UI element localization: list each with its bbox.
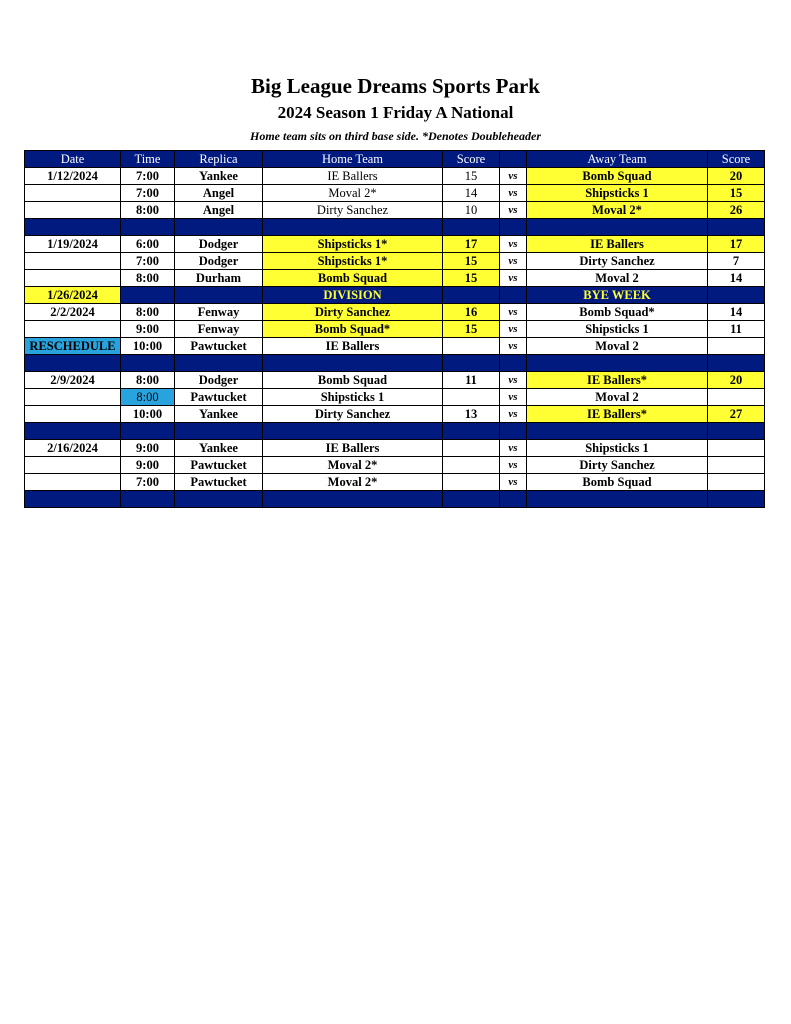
- page-subtitle: 2024 Season 1 Friday A National: [277, 103, 514, 122]
- away-team-cell: Bomb Squad: [527, 474, 708, 491]
- table-row: [25, 185, 765, 202]
- table-header-row: [25, 151, 765, 168]
- away-team-cell: Dirty Sanchez: [527, 457, 708, 474]
- separator-row: [25, 219, 765, 236]
- table-row: [25, 389, 765, 406]
- table-row: [25, 304, 765, 321]
- table-row: [25, 338, 765, 355]
- home-score-cell: 15: [443, 253, 500, 270]
- separator-cell: [708, 219, 765, 236]
- away-score-cell: 15: [708, 185, 765, 202]
- date-cell: [25, 185, 121, 202]
- replica-cell: Pawtucket: [175, 457, 263, 474]
- vs-cell: vs: [500, 202, 527, 219]
- home-team-cell: Moval 2*: [263, 474, 443, 491]
- replica-cell: Durham: [175, 270, 263, 287]
- home-score-cell: 14: [443, 185, 500, 202]
- separator-cell: [175, 219, 263, 236]
- home-team-cell: IE Ballers: [263, 338, 443, 355]
- separator-cell: [175, 423, 263, 440]
- date-cell: [25, 270, 121, 287]
- away-score-cell: [708, 440, 765, 457]
- separator-cell: [121, 219, 175, 236]
- away-score-cell: 20: [708, 168, 765, 185]
- away-team-cell: Bomb Squad*: [527, 304, 708, 321]
- vs-cell: vs: [500, 304, 527, 321]
- separator-row: [25, 355, 765, 372]
- home-score-cell: 10: [443, 202, 500, 219]
- page-title: Big League Dreams Sports Park: [251, 74, 540, 98]
- time-cell: 9:00: [121, 321, 175, 338]
- away-team-cell: Moval 2*: [527, 202, 708, 219]
- column-header-home-team: Home Team: [263, 151, 443, 168]
- date-cell: [25, 406, 121, 423]
- away-team-cell: Dirty Sanchez: [527, 253, 708, 270]
- date-cell: [25, 253, 121, 270]
- home-team-cell: IE Ballers: [263, 440, 443, 457]
- vs-cell: vs: [500, 168, 527, 185]
- schedule-note: Home team sits on third base side. *Denotes Doubleheader: [250, 129, 541, 143]
- table-row: [25, 202, 765, 219]
- home-team-cell: Dirty Sanchez: [263, 304, 443, 321]
- date-cell: [25, 389, 121, 406]
- date-cell: RESCHEDULE: [25, 338, 121, 355]
- vs-cell: vs: [500, 185, 527, 202]
- away-score-cell: [708, 389, 765, 406]
- home-team-cell: Shipsticks 1: [263, 389, 443, 406]
- vs-cell: vs: [500, 406, 527, 423]
- away-score-cell: 26: [708, 202, 765, 219]
- separator-cell: [443, 219, 500, 236]
- time-cell: 8:00: [121, 304, 175, 321]
- separator-cell: [527, 355, 708, 372]
- replica-cell: Dodger: [175, 253, 263, 270]
- home-score-cell: 17: [443, 236, 500, 253]
- table-row: [25, 457, 765, 474]
- table-row: [25, 372, 765, 389]
- date-cell: [25, 321, 121, 338]
- schedule-body: [25, 168, 765, 508]
- separator-cell: [500, 219, 527, 236]
- away-score-cell: 11: [708, 321, 765, 338]
- replica-cell: Fenway: [175, 321, 263, 338]
- replica-cell: Dodger: [175, 236, 263, 253]
- away-team-cell: Bomb Squad: [527, 168, 708, 185]
- column-header-time: Time: [121, 151, 175, 168]
- replica-cell: Angel: [175, 202, 263, 219]
- home-team-cell: Bomb Squad*: [263, 321, 443, 338]
- time-cell: 7:00: [121, 474, 175, 491]
- home-team-cell: Moval 2*: [263, 185, 443, 202]
- home-score-cell: 15: [443, 270, 500, 287]
- separator-cell: [527, 491, 708, 508]
- separator-cell: [500, 491, 527, 508]
- separator-cell: [263, 423, 443, 440]
- away-score-cell: 20: [708, 372, 765, 389]
- date-cell: [25, 474, 121, 491]
- vs-cell: vs: [500, 321, 527, 338]
- replica-cell: Pawtucket: [175, 474, 263, 491]
- vs-cell: vs: [500, 389, 527, 406]
- replica-cell: [175, 287, 263, 304]
- away-score-cell: 7: [708, 253, 765, 270]
- separator-cell: [708, 423, 765, 440]
- away-team-cell: Moval 2: [527, 270, 708, 287]
- away-team-cell: Shipsticks 1: [527, 185, 708, 202]
- vs-cell: vs: [500, 440, 527, 457]
- vs-cell: vs: [500, 474, 527, 491]
- home-team-cell: Shipsticks 1*: [263, 236, 443, 253]
- home-team-cell: Bomb Squad: [263, 372, 443, 389]
- bye-week-row: [25, 287, 765, 304]
- vs-cell: vs: [500, 253, 527, 270]
- column-header-home-score: Score: [443, 151, 500, 168]
- away-score-cell: 14: [708, 304, 765, 321]
- table-row: [25, 253, 765, 270]
- date-cell: [25, 457, 121, 474]
- away-score-cell: [708, 338, 765, 355]
- separator-cell: [25, 491, 121, 508]
- separator-cell: [121, 491, 175, 508]
- vs-cell: [500, 287, 527, 304]
- away-score-cell: 14: [708, 270, 765, 287]
- separator-cell: [708, 491, 765, 508]
- table-row: [25, 236, 765, 253]
- replica-cell: Pawtucket: [175, 389, 263, 406]
- time-cell: 8:00: [121, 202, 175, 219]
- home-score-cell: [443, 440, 500, 457]
- time-cell: 6:00: [121, 236, 175, 253]
- time-cell: 8:00: [121, 389, 175, 406]
- table-row: [25, 440, 765, 457]
- time-cell: 7:00: [121, 168, 175, 185]
- vs-cell: vs: [500, 372, 527, 389]
- home-score-cell: 11: [443, 372, 500, 389]
- away-score-cell: [708, 474, 765, 491]
- separator-cell: [443, 491, 500, 508]
- table-row: [25, 270, 765, 287]
- table-row: [25, 321, 765, 338]
- date-cell: 2/2/2024: [25, 304, 121, 321]
- separator-cell: [443, 355, 500, 372]
- replica-cell: Angel: [175, 185, 263, 202]
- separator-cell: [263, 219, 443, 236]
- away-score-cell: [708, 287, 765, 304]
- separator-cell: [25, 355, 121, 372]
- replica-cell: Yankee: [175, 168, 263, 185]
- vs-cell: vs: [500, 236, 527, 253]
- separator-row: [25, 491, 765, 508]
- separator-cell: [175, 491, 263, 508]
- time-cell: 8:00: [121, 270, 175, 287]
- separator-cell: [121, 355, 175, 372]
- home-team-cell: Dirty Sanchez: [263, 202, 443, 219]
- time-cell: 7:00: [121, 253, 175, 270]
- separator-cell: [175, 355, 263, 372]
- date-cell: 1/12/2024: [25, 168, 121, 185]
- column-header-date: Date: [25, 151, 121, 168]
- time-cell: 7:00: [121, 185, 175, 202]
- home-team-cell: Moval 2*: [263, 457, 443, 474]
- replica-cell: Dodger: [175, 372, 263, 389]
- home-score-cell: [443, 389, 500, 406]
- home-score-cell: [443, 338, 500, 355]
- separator-cell: [527, 219, 708, 236]
- away-team-cell: Shipsticks 1: [527, 321, 708, 338]
- time-cell: 8:00: [121, 372, 175, 389]
- date-cell: 2/9/2024: [25, 372, 121, 389]
- home-score-cell: 15: [443, 168, 500, 185]
- column-header-away-team: Away Team: [527, 151, 708, 168]
- vs-cell: vs: [500, 457, 527, 474]
- away-score-cell: 17: [708, 236, 765, 253]
- home-team-cell: Shipsticks 1*: [263, 253, 443, 270]
- separator-cell: [263, 355, 443, 372]
- replica-cell: Yankee: [175, 406, 263, 423]
- home-score-cell: [443, 474, 500, 491]
- home-team-cell: Dirty Sanchez: [263, 406, 443, 423]
- separator-row: [25, 423, 765, 440]
- separator-cell: [263, 491, 443, 508]
- home-team-cell: IE Ballers: [263, 168, 443, 185]
- home-team-cell: Bomb Squad: [263, 270, 443, 287]
- separator-cell: [500, 423, 527, 440]
- schedule-table: [24, 150, 765, 508]
- bye-week-label: BYE WEEK: [527, 287, 708, 304]
- division-label: DIVISION: [263, 287, 443, 304]
- away-team-cell: IE Ballers: [527, 236, 708, 253]
- vs-cell: vs: [500, 270, 527, 287]
- replica-cell: Fenway: [175, 304, 263, 321]
- separator-cell: [25, 219, 121, 236]
- column-header-replica: Replica: [175, 151, 263, 168]
- date-cell: 2/16/2024: [25, 440, 121, 457]
- away-team-cell: IE Ballers*: [527, 406, 708, 423]
- table-row: [25, 168, 765, 185]
- time-cell: 9:00: [121, 457, 175, 474]
- home-score-cell: [443, 457, 500, 474]
- time-cell: [121, 287, 175, 304]
- date-cell: 1/26/2024: [25, 287, 121, 304]
- column-header-away-score: Score: [708, 151, 765, 168]
- separator-cell: [443, 423, 500, 440]
- home-score-cell: 13: [443, 406, 500, 423]
- separator-cell: [527, 423, 708, 440]
- away-team-cell: IE Ballers*: [527, 372, 708, 389]
- time-cell: 10:00: [121, 406, 175, 423]
- away-team-cell: Moval 2: [527, 338, 708, 355]
- vs-cell: vs: [500, 338, 527, 355]
- home-score-cell: [443, 287, 500, 304]
- table-row: [25, 406, 765, 423]
- away-score-cell: 27: [708, 406, 765, 423]
- away-team-cell: Shipsticks 1: [527, 440, 708, 457]
- column-header-vs: [500, 151, 527, 168]
- replica-cell: Yankee: [175, 440, 263, 457]
- away-score-cell: [708, 457, 765, 474]
- separator-cell: [500, 355, 527, 372]
- away-team-cell: Moval 2: [527, 389, 708, 406]
- separator-cell: [121, 423, 175, 440]
- home-score-cell: 16: [443, 304, 500, 321]
- date-cell: [25, 202, 121, 219]
- table-row: [25, 474, 765, 491]
- date-cell: 1/19/2024: [25, 236, 121, 253]
- separator-cell: [708, 355, 765, 372]
- time-cell: 10:00: [121, 338, 175, 355]
- time-cell: 9:00: [121, 440, 175, 457]
- separator-cell: [25, 423, 121, 440]
- home-score-cell: 15: [443, 321, 500, 338]
- replica-cell: Pawtucket: [175, 338, 263, 355]
